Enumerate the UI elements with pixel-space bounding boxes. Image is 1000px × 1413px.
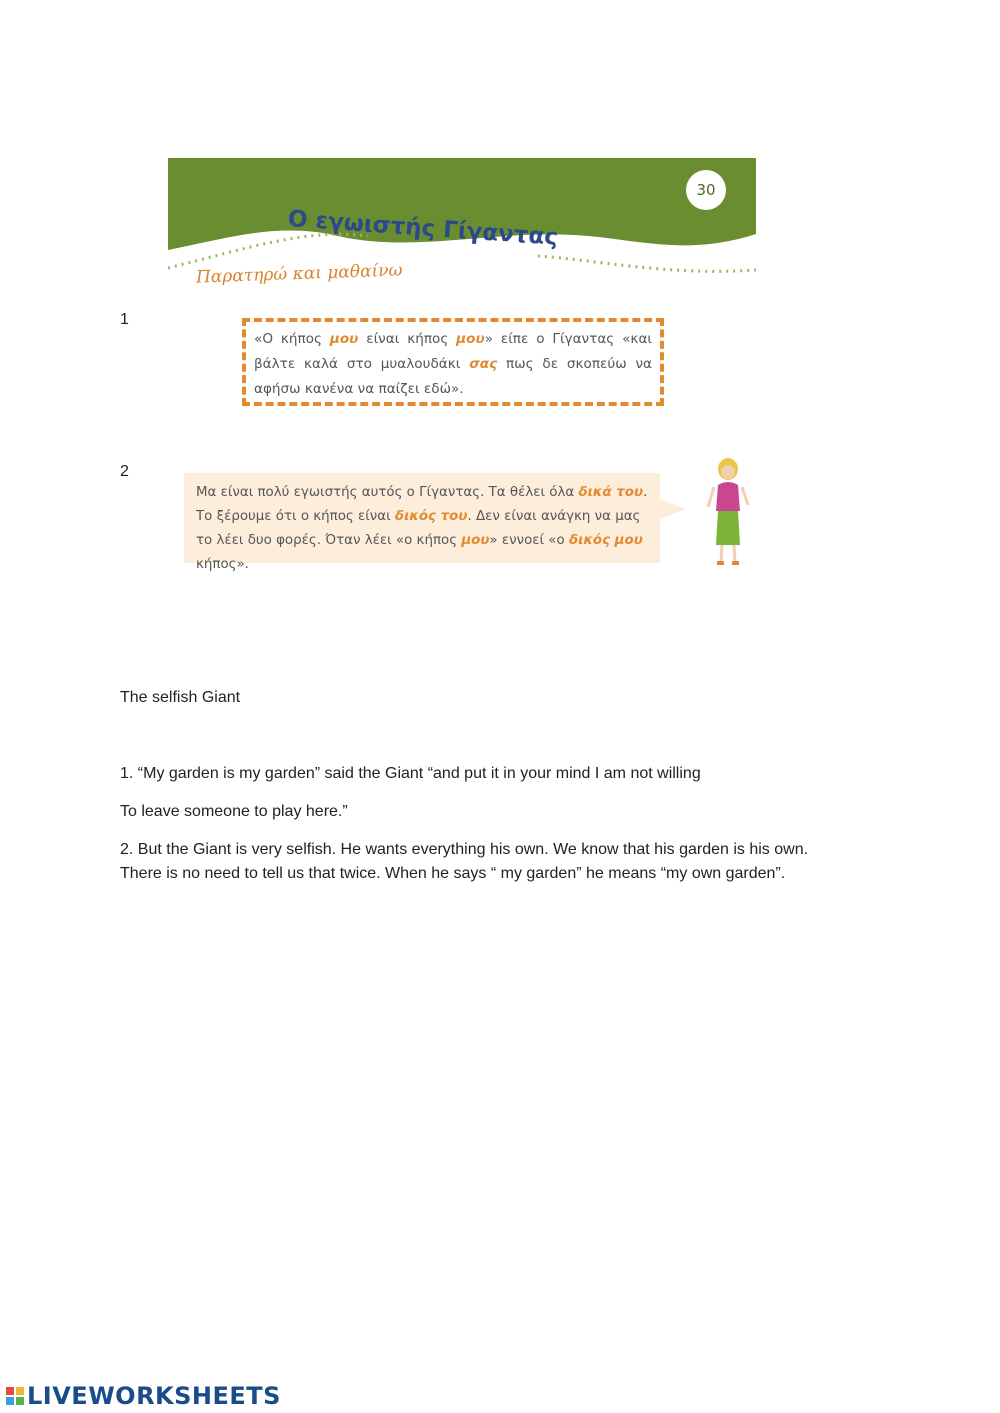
speech-panel (184, 473, 660, 572)
translation-line-4: There is no need to tell us that twice. When he says “ my garden” he means “my own garden”. (120, 865, 786, 882)
translation-heading: The selfish Giant (120, 689, 241, 706)
lesson-title: Ο εγωιστής Γίγαντας (287, 206, 559, 251)
quote-text: πως δε σκοπεύω να αφήσω κανένα να παίζει εδώ». (254, 356, 653, 397)
page-number-badge: 30 (686, 170, 726, 210)
highlight-word: μου (461, 533, 490, 548)
quote-text: » είπε ο Γίγαντας «και βάλτε καλά στο μυαλουδάκι (254, 331, 653, 372)
highlight-word: δικά του (578, 485, 644, 500)
panel-text: . Το ξέρουμε ότι ο κήπος είναι (196, 485, 648, 524)
panel-text: » εννοεί «ο (489, 533, 569, 548)
girl-illustration (700, 455, 756, 570)
item-number-1: 1 (120, 311, 129, 328)
quote-text: είναι κήπος (358, 331, 457, 347)
brand-name: LIVEWORKSHEETS (27, 1382, 281, 1410)
highlight-word: σας (469, 356, 498, 372)
panel-text: . Δεν είναι ανάγκη να μας το λέει δυο φορές. Όταν λέει «ο κήπος (196, 509, 641, 548)
logo-blocks-icon (6, 1387, 24, 1405)
liveworksheets-logo[interactable] (6, 1380, 281, 1412)
translation-line-1: 1. “My garden is my garden” said the Giant “and put it in your mind I am not willing (120, 765, 701, 782)
highlight-word: δικός του (394, 509, 468, 524)
textbook-banner (168, 158, 756, 290)
item-number-2: 2 (120, 463, 129, 480)
highlight-word: μου (456, 331, 485, 347)
translation-line-3: 2. But the Giant is very selfish. He wants everything his own. We know that his garden is his own. (120, 841, 809, 858)
panel-text: Μα είναι πολύ εγωιστής αυτός ο Γίγαντας. Τα θέλει όλα (196, 485, 579, 500)
lesson-subtitle: Παρατηρώ και μαθαίνω (195, 260, 403, 288)
quote-box (242, 318, 664, 406)
panel-text: κήπος». (196, 557, 249, 572)
quote-text: «Ο κήπος (254, 331, 330, 347)
translation-line-2: To leave someone to play here.” (120, 803, 348, 820)
highlight-word: μου (329, 331, 359, 347)
highlight-word: δικός μου (568, 533, 643, 548)
dotted-wave-right (538, 256, 756, 271)
